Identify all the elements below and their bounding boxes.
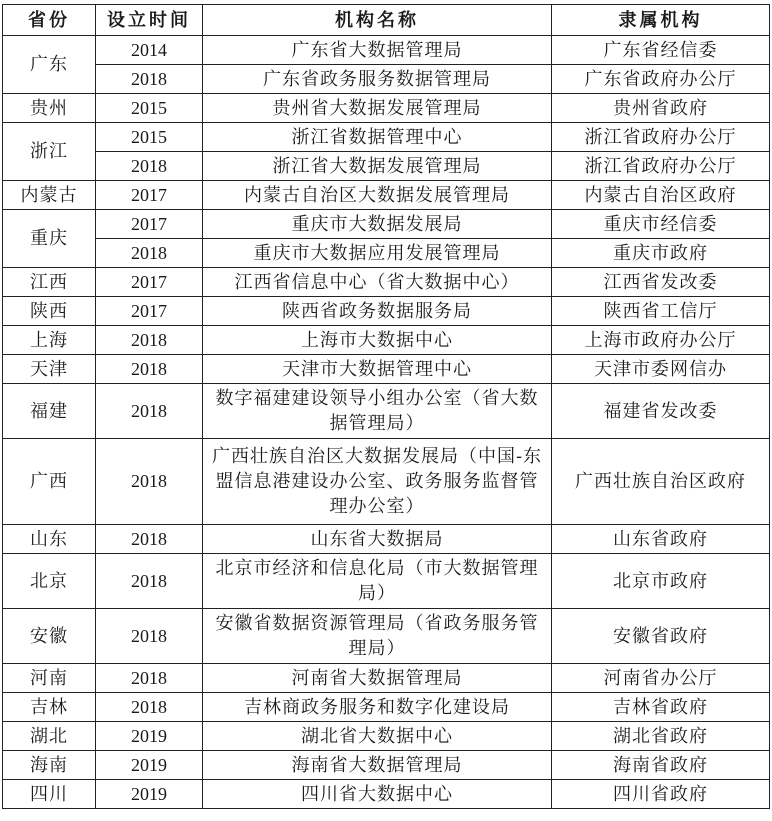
year-cell: 2018 [96,384,203,439]
year-cell: 2018 [96,152,203,181]
parent-cell: 湖北省政府 [552,722,770,751]
table-row [3,268,770,297]
parent-cell: 陕西省工信厅 [552,297,770,326]
year-cell: 2019 [96,751,203,780]
year-cell: 2018 [96,439,203,525]
name-cell: 重庆市大数据应用发展管理局 [203,239,552,268]
name-cell: 重庆市大数据发展局 [203,210,552,239]
year-cell: 2018 [96,525,203,554]
parent-cell: 浙江省政府办公厅 [552,152,770,181]
year-cell: 2018 [96,326,203,355]
data-bureau-table [2,4,770,809]
parent-cell: 内蒙古自治区政府 [552,181,770,210]
province-cell: 广西 [3,439,96,525]
year-cell: 2018 [96,693,203,722]
parent-cell: 广东省政府办公厅 [552,65,770,94]
province-cell: 安徽 [3,609,96,664]
parent-cell: 上海市政府办公厅 [552,326,770,355]
name-cell: 北京市经济和信息化局（市大数据管理局） [203,554,552,609]
parent-cell: 浙江省政府办公厅 [552,123,770,152]
table-row [3,439,770,525]
parent-cell: 江西省发改委 [552,268,770,297]
name-cell: 四川省大数据中心 [203,780,552,809]
year-cell: 2018 [96,355,203,384]
year-cell: 2018 [96,65,203,94]
name-cell: 山东省大数据局 [203,525,552,554]
province-cell: 吉林 [3,693,96,722]
province-cell: 陕西 [3,297,96,326]
parent-cell: 广东省经信委 [552,36,770,65]
province-cell: 贵州 [3,94,96,123]
table-row [3,554,770,609]
name-cell: 安徽省数据资源管理局（省政务服务管理局） [203,609,552,664]
year-cell: 2014 [96,36,203,65]
table-body [3,36,770,809]
parent-cell: 四川省政府 [552,780,770,809]
parent-cell: 重庆市经信委 [552,210,770,239]
year-cell: 2017 [96,268,203,297]
name-cell: 浙江省大数据发展管理局 [203,152,552,181]
province-cell: 海南 [3,751,96,780]
table-row [3,355,770,384]
name-cell: 广东省政务服务数据管理局 [203,65,552,94]
province-cell: 河南 [3,664,96,693]
parent-cell: 山东省政府 [552,525,770,554]
year-cell: 2018 [96,239,203,268]
name-cell: 内蒙古自治区大数据发展管理局 [203,181,552,210]
table-row [3,123,770,152]
table-header [3,5,770,36]
year-cell: 2019 [96,722,203,751]
year-cell: 2017 [96,181,203,210]
province-cell: 天津 [3,355,96,384]
header-parent: 隶属机构 [552,5,770,36]
province-cell: 重庆 [3,210,96,268]
table-row [3,239,770,268]
table-row [3,181,770,210]
parent-cell: 天津市委网信办 [552,355,770,384]
year-cell: 2018 [96,664,203,693]
header-row [3,5,770,36]
name-cell: 广东省大数据管理局 [203,36,552,65]
table-row [3,65,770,94]
parent-cell: 海南省政府 [552,751,770,780]
parent-cell: 贵州省政府 [552,94,770,123]
name-cell: 贵州省大数据发展管理局 [203,94,552,123]
table-row [3,664,770,693]
province-cell: 北京 [3,554,96,609]
parent-cell: 河南省办公厅 [552,664,770,693]
year-cell: 2017 [96,210,203,239]
name-cell: 河南省大数据管理局 [203,664,552,693]
parent-cell: 广西壮族自治区政府 [552,439,770,525]
province-cell: 上海 [3,326,96,355]
province-cell: 浙江 [3,123,96,181]
header-name: 机构名称 [203,5,552,36]
name-cell: 陕西省政务数据服务局 [203,297,552,326]
table-row [3,152,770,181]
table-row [3,297,770,326]
year-cell: 2019 [96,780,203,809]
name-cell: 广西壮族自治区大数据发展局（中国-东盟信息港建设办公室、政务服务监督管理办公室） [203,439,552,525]
province-cell: 江西 [3,268,96,297]
province-cell: 四川 [3,780,96,809]
header-year: 设立时间 [96,5,203,36]
year-cell: 2018 [96,609,203,664]
name-cell: 上海市大数据中心 [203,326,552,355]
name-cell: 海南省大数据管理局 [203,751,552,780]
parent-cell: 安徽省政府 [552,609,770,664]
table-row [3,326,770,355]
table-row [3,36,770,65]
table-row [3,722,770,751]
province-cell: 山东 [3,525,96,554]
table-row [3,384,770,439]
name-cell: 数字福建建设领导小组办公室（省大数据管理局） [203,384,552,439]
table-row [3,609,770,664]
year-cell: 2015 [96,94,203,123]
parent-cell: 吉林省政府 [552,693,770,722]
name-cell: 吉林商政务服务和数字化建设局 [203,693,552,722]
parent-cell: 北京市政府 [552,554,770,609]
year-cell: 2015 [96,123,203,152]
table-row [3,693,770,722]
table-row [3,751,770,780]
table-row [3,525,770,554]
name-cell: 江西省信息中心（省大数据中心） [203,268,552,297]
table-row [3,94,770,123]
year-cell: 2018 [96,554,203,609]
table-row [3,210,770,239]
province-cell: 福建 [3,384,96,439]
header-province: 省份 [3,5,96,36]
parent-cell: 福建省发改委 [552,384,770,439]
province-cell: 湖北 [3,722,96,751]
name-cell: 天津市大数据管理中心 [203,355,552,384]
province-cell: 内蒙古 [3,181,96,210]
name-cell: 湖北省大数据中心 [203,722,552,751]
name-cell: 浙江省数据管理中心 [203,123,552,152]
parent-cell: 重庆市政府 [552,239,770,268]
year-cell: 2017 [96,297,203,326]
province-cell: 广东 [3,36,96,94]
table-row [3,780,770,809]
table-container [2,4,769,809]
